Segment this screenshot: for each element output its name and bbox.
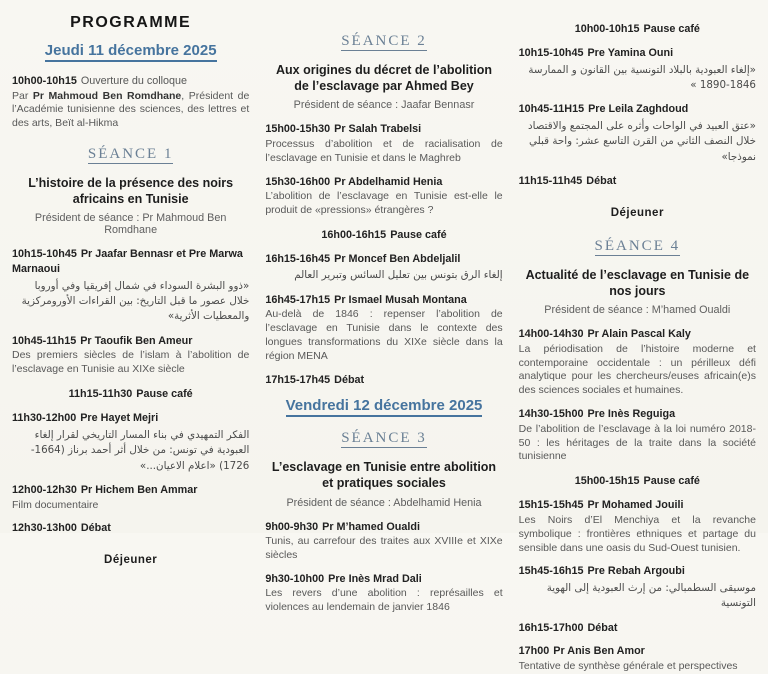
session-title: Actualité de l’esclavage en Tunisie de nos jours	[525, 267, 750, 298]
talk-description: La périodisation de l’histoire moderne et contemporaine occidentale : un périlleux défi analytique pour les chercheurs/euses africain(e)s des sciences sociales et humaines.	[518, 342, 756, 397]
day-heading	[12, 42, 249, 60]
time-range: 9h00-9h30	[265, 520, 319, 533]
speaker-name: Débat	[586, 175, 617, 188]
item-head	[12, 411, 249, 426]
talk-description: De l’abolition de l’esclavage à la loi numéro 2018-50 : les héritages de la traite dans la société tunisienne	[518, 422, 756, 463]
schedule-item	[265, 520, 502, 563]
talk-description-arabic: «عتق العبيد في الواحات وأثره على المجتمع والاقتصاد خلال النصف الثاني من القرن التاسع عشر: واحة قبلي نموذجا»	[528, 120, 756, 163]
pause-item	[12, 388, 249, 400]
item-head	[12, 483, 249, 498]
description-prefix: Par	[12, 89, 33, 102]
talk-description-arabic: «ذوو البشرة السوداء في شمال إفريقيا وفي أوروبا خلال عصور ما قبل التاريخ: بين القراءات الأورومركزية والمعطيات الأثرية»	[21, 279, 250, 323]
item-head	[265, 572, 502, 587]
speaker-name: Débat	[587, 621, 618, 634]
schedule-item	[519, 498, 756, 555]
speaker-name: Pre Yamina Ouni	[587, 47, 674, 59]
pause-item	[519, 475, 756, 487]
column-2	[265, 8, 503, 614]
column-1	[12, 8, 250, 566]
page-title: PROGRAMME	[70, 14, 192, 31]
schedule-item	[519, 407, 756, 464]
speaker-name: Pre Leila Zaghdoud	[588, 103, 689, 116]
time-range: 14h30-15h00	[518, 408, 584, 421]
session-heading-text: SÉANCE 2	[341, 33, 427, 49]
schedule-item	[265, 175, 502, 218]
time-range: 10h00-10h15	[12, 75, 77, 87]
schedule-item	[265, 572, 502, 615]
item-head	[265, 520, 502, 535]
description-text: , Président de l’Académie tunisienne des sciences, des lettres et des arts, Beït al-Hikma	[12, 89, 250, 130]
time-range: 10h45-11H15	[518, 103, 585, 116]
item-head	[265, 122, 502, 137]
time-range: 12h00-12h30	[12, 483, 77, 496]
session-title: L’esclavage en Tunisie entre abolition et pratiques sociales	[271, 460, 497, 490]
session-title: L’histoire de la présence des noirs africains en Tunisie	[28, 176, 234, 206]
session-heading	[12, 145, 249, 163]
schedule-item	[519, 46, 756, 93]
speaker-name: Pr Alain Pascal Kaly	[587, 328, 691, 341]
talk-description: Tentative de synthèse générale et perspectives	[518, 659, 738, 672]
time-range: 10h15-10h45	[518, 47, 584, 59]
time-range: 16h00-16h15	[321, 228, 387, 241]
pause-label: Pause café	[390, 228, 447, 241]
talk-description: Les Noirs d’El Menchiya et la revanche symbolique : frontières ethniques et partage du sensible dans une oasis du Sud-Ouest tunisien.	[518, 513, 756, 554]
time-range: 9h30-10h00	[265, 572, 325, 585]
talk-description: Film documentaire	[12, 498, 99, 511]
item-head	[265, 293, 502, 308]
meal-break: Déjeuner	[610, 206, 664, 219]
speaker-name: Pre Rebah Argoubi	[587, 565, 685, 578]
pause-label: Pause café	[136, 388, 193, 401]
talk-description-arabic: إلغاء الرق بتونس بين تعليل السائس وتبرير العالم	[294, 269, 503, 282]
talk-description: Des premiers siècles de l’islam à l’abolition de l’esclavage en Tunisie au XIXe siècle	[12, 349, 250, 376]
item-head	[12, 334, 249, 349]
time-range: 10h00-10h15	[574, 23, 640, 35]
session-title: Aux origines du décret de l’abolition de l’esclavage par Ahmed Bey	[275, 63, 492, 93]
speaker-name: Pr Hichem Ben Ammar	[80, 483, 198, 496]
schedule-item	[12, 483, 249, 512]
schedule-item	[519, 644, 756, 673]
time-range: 16h45-17h15	[265, 293, 331, 306]
speaker-name: Pre Inès Reguiga	[587, 408, 676, 421]
session-heading	[265, 32, 502, 50]
time-range: 10h15-10h45	[12, 248, 77, 261]
schedule-item	[12, 247, 249, 324]
item-head	[519, 174, 756, 189]
schedule-item	[519, 174, 756, 189]
day-heading-text: Vendredi 12 décembre 2025	[286, 397, 483, 417]
time-range: 10h45-11h15	[12, 334, 77, 347]
session-chair: Président de séance : Pr Mahmoud Ben Romdhane	[34, 212, 227, 237]
speaker-name: Pr Salah Trabelsi	[334, 123, 422, 136]
session-heading	[519, 237, 756, 255]
schedule-item	[265, 293, 502, 364]
item-head	[519, 498, 756, 513]
talk-description: Tunis, au carrefour des traites aux XVIIIe et XIXe siècles	[265, 535, 503, 562]
speaker-name: Pr Abdelhamid Henia	[334, 175, 443, 188]
session-chair: Président de séance : Abdelhamid Henia	[286, 496, 482, 509]
day-heading	[265, 397, 502, 415]
item-head	[519, 564, 756, 579]
talk-description: Les revers d’une abolition : représailles et violences au lendemain de janvier 1846	[265, 587, 503, 614]
schedule-item	[265, 373, 502, 388]
item-head	[12, 521, 249, 536]
time-range: 17h15-17h45	[265, 373, 331, 386]
pause-item	[519, 23, 756, 35]
time-range: 15h15-15h45	[518, 499, 584, 512]
session-chair: Président de séance : Jaafar Bennasr	[293, 99, 475, 112]
time-range: 16h15-17h00	[518, 621, 584, 634]
talk-description	[12, 90, 249, 132]
session-heading	[265, 429, 502, 447]
column-3	[518, 8, 756, 672]
meal-break: Déjeuner	[104, 553, 158, 566]
speaker-name: Débat	[80, 522, 111, 535]
item-head	[12, 247, 249, 276]
item-head	[265, 252, 502, 267]
speaker-name: Pr Mahmoud Ben Romdhane	[32, 89, 182, 102]
time-range: 16h15-16h45	[265, 252, 331, 265]
speaker-name: Pr M’hamed Oualdi	[322, 520, 420, 533]
item-label: Ouverture du colloque	[80, 75, 188, 87]
session-heading-text: SÉANCE 1	[87, 146, 174, 163]
session-heading-text: SÉANCE 4	[594, 237, 681, 254]
time-range: 11h15-11h30	[68, 388, 133, 401]
time-range: 15h00-15h30	[265, 123, 331, 136]
speaker-name: Pre Hayet Mejri	[80, 412, 159, 425]
schedule-item	[519, 102, 756, 165]
schedule-item	[519, 327, 756, 398]
speaker-name: Débat	[334, 373, 365, 386]
item-head	[519, 102, 756, 117]
item-head	[265, 373, 502, 388]
speaker-name: Pre Inès Mrad Dali	[328, 572, 422, 585]
time-range: 15h00-15h15	[574, 475, 640, 488]
schedule-item	[519, 564, 756, 611]
time-range: 11h30-12h00	[12, 412, 77, 425]
schedule-item	[265, 122, 502, 165]
time-range: 12h30-13h00	[12, 522, 77, 535]
talk-description: L’abolition de l’esclavage en Tunisie est-elle le produit de «pressions» étrangères ?	[265, 190, 503, 216]
time-range: 11h15-11h45	[518, 175, 583, 188]
schedule-item	[12, 521, 249, 536]
schedule-item	[265, 252, 502, 284]
item-head	[519, 644, 756, 659]
speaker-name: Pr Jaafar Bennasr et Pre Marwa Marnaoui	[12, 248, 243, 275]
talk-description-arabic: موسيقى السطمبالي: من إرث العبودية إلى الهوية التونسية	[546, 581, 756, 610]
talk-description: Au-delà de 1846 : repenser l’abolition de l’esclavage en Tunisie dans le contexte des longues transformations du XIXe siècle dans la région MENA	[265, 308, 503, 362]
item-head	[519, 327, 756, 342]
item-head	[519, 46, 756, 61]
schedule-item	[12, 74, 249, 131]
session-chair: Président de séance : M’hamed Oualdi	[544, 304, 731, 317]
speaker-name: Pr Ismael Musah Montana	[334, 293, 467, 306]
talk-description-arabic: الفكر التمهيدي في بناء المسار التاريخي لقرار إلغاء العبودية في تونس: من خلال أثر أحمد برناز (1664-1726) «اعلام الاعيان...»	[30, 428, 250, 472]
pause-item	[265, 229, 502, 241]
speaker-name: Pr Taoufik Ben Ameur	[80, 334, 193, 347]
item-head	[519, 621, 756, 636]
schedule-item	[519, 621, 756, 636]
speaker-name: Pr Mohamed Jouili	[587, 499, 684, 512]
time-range: 15h30-16h00	[265, 175, 331, 188]
pause-label: Pause café	[643, 475, 700, 488]
day-heading-text: Jeudi 11 décembre 2025	[45, 42, 217, 62]
pause-label: Pause café	[643, 23, 700, 35]
schedule-item	[12, 334, 249, 377]
item-head	[519, 407, 756, 422]
time-range: 17h00	[518, 645, 550, 658]
time-range: 15h45-16h15	[518, 565, 584, 578]
talk-description: Processus d’abolition et de racialisation de l’esclavage en Tunisie et dans le Maghreb	[265, 137, 503, 164]
time-range: 14h00-14h30	[518, 328, 584, 341]
session-heading-text: SÉANCE 3	[341, 430, 427, 447]
talk-description-arabic: «إلغاء العبودية بالبلاد التونسية بين القانون و الممارسة 1846-1890 »	[528, 63, 756, 91]
item-head	[12, 74, 249, 89]
item-head	[265, 175, 502, 190]
schedule-item	[12, 411, 249, 474]
speaker-name: Pr Moncef Ben Abdeljalil	[334, 252, 461, 265]
speaker-name: Pr Anis Ben Amor	[553, 645, 645, 658]
